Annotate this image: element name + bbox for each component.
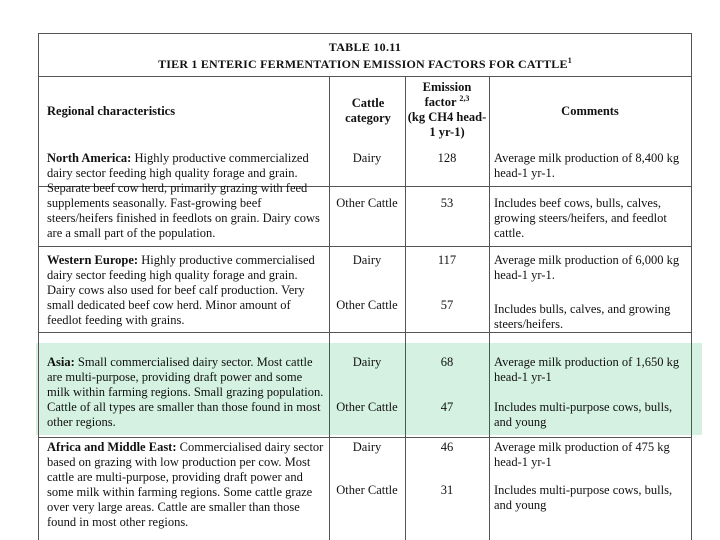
factor-value: 57 [440, 298, 454, 312]
comment: Includes multi-purpose cows, bulls, and young [494, 400, 673, 429]
factor-value: 31 [440, 483, 454, 497]
region-western-europe [47, 253, 325, 328]
header-factor-label [407, 80, 487, 110]
region-name: Africa and Middle East: [47, 440, 177, 454]
region-name: Western Europe: [47, 253, 139, 267]
comment: Includes multi-purpose cows, bulls, and young [494, 483, 673, 512]
region-north-america [47, 151, 325, 241]
table-subtitle [39, 57, 691, 72]
category-other-cattle: Other Cattle [336, 400, 398, 414]
row-divider [39, 246, 691, 247]
header-category: Cattle category [345, 96, 391, 125]
region-name: North America: [47, 151, 132, 165]
region-text: Commercialised dairy sector based on grazing with low production per cow. Most cattle are multi-purpose, providing draft power and some milk within farming regions. Some cattle graze over very large areas. Cattle are smaller than those found in most other regions. [47, 440, 324, 529]
table-subtitle-text: TIER 1 ENTERIC FERMENTATION EMISSION FACTORS FOR CATTLE [158, 57, 568, 71]
region-asia [47, 355, 325, 430]
factor-value: 53 [440, 196, 454, 210]
header-factor-note: 2,3 [459, 93, 470, 103]
factor-value: 47 [440, 400, 454, 414]
factor-value: 46 [440, 440, 454, 454]
header-region: Regional characteristics [47, 104, 176, 118]
row-divider [39, 332, 691, 333]
comment: Average milk production of 8,400 kg head-1 yr-1. [494, 151, 680, 180]
region-text: Highly productive commercialized dairy sector feeding high quality forage and grain. Separate beef cow herd, primarily grazing with feed supplements seasonally. Fast-growing beef steers/heifers finished in feedlots on grain. Dairy cows are a small part of the population. [47, 151, 320, 240]
comment: Average milk production of 6,000 kg head-1 yr-1. [494, 253, 680, 282]
category-dairy: Dairy [352, 355, 382, 369]
comment: Average milk production of 1,650 kg head-1 yr-1 [494, 355, 680, 384]
region-text: Small commercialised dairy sector. Most cattle are multi-purpose, providing draft power and some milk within farming regions. Small grazing population. Cattle of all types are smaller than those found in most other regions. [47, 355, 324, 429]
comment: Average milk production of 475 kg head-1 yr-1 [494, 440, 670, 469]
region-africa-middle-east [47, 440, 325, 530]
factor-value: 128 [437, 151, 457, 165]
region-text: Highly productive commercialised dairy sector feeding high quality forage and grain. Dairy cows also used for beef calf production. Very small dedicated beef cow herd. Minor amount of feedlot feeding with grains. [47, 253, 315, 327]
category-dairy: Dairy [352, 253, 382, 267]
category-dairy: Dairy [352, 151, 382, 165]
region-name: Asia: [47, 355, 75, 369]
category-other-cattle: Other Cattle [336, 298, 398, 312]
comment: Includes bulls, calves, and growing steers/heifers. [494, 302, 671, 331]
header-factor-text: Emission factor [422, 80, 472, 109]
row-divider [39, 437, 691, 438]
table-caption [39, 34, 691, 77]
factor-value: 68 [440, 355, 454, 369]
table-subtitle-note: 1 [567, 56, 572, 65]
table-title: TABLE 10.11 [328, 40, 402, 54]
category-dairy: Dairy [352, 440, 382, 454]
header-comments: Comments [561, 104, 619, 118]
category-other-cattle: Other Cattle [336, 196, 398, 210]
header-factor-units: (kg CH4 head-1 yr-1) [407, 110, 487, 139]
category-other-cattle: Other Cattle [336, 483, 398, 497]
emission-table [38, 33, 692, 540]
factor-value: 117 [437, 253, 457, 267]
header-factor [407, 80, 487, 140]
comment: Includes beef cows, bulls, calves, growing steers/heifers, and feedlot cattle. [494, 196, 667, 240]
